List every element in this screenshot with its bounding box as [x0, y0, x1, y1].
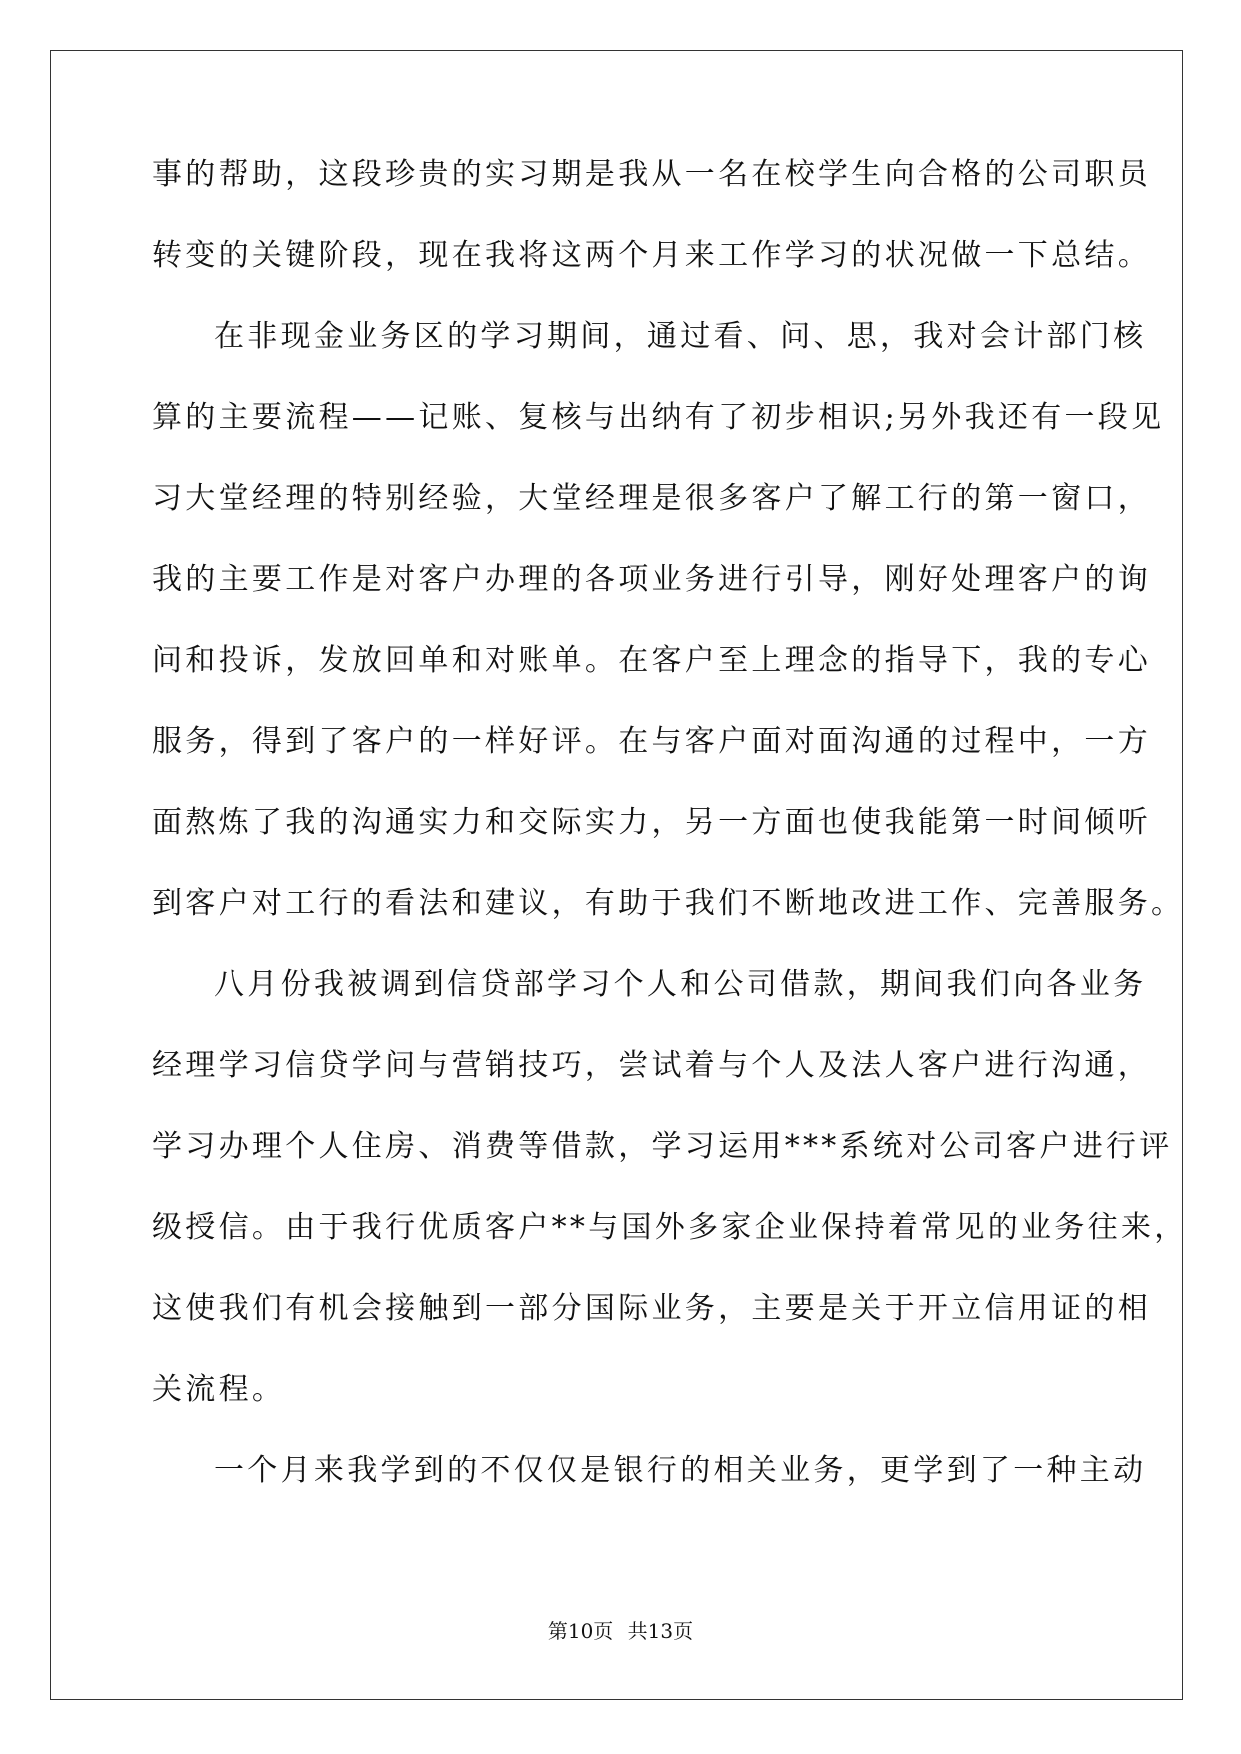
- text-line-16: 关流程。: [152, 1372, 286, 1407]
- document-body: [152, 157, 1188, 1537]
- text-line-9: 面熬炼了我的沟通实力和交际实力，另一方面也使我能第一时间倾听: [152, 805, 1151, 840]
- text-line-11: 八月份我被调到信贷部学习个人和公司借款，期间我们向各业务: [214, 967, 1147, 1002]
- page-total: 共13页: [627, 1619, 694, 1643]
- page-number: 第10页: [547, 1619, 614, 1643]
- text-line-7: 问和投诉，发放回单和对账单。在客户至上理念的指导下，我的专心: [152, 643, 1151, 678]
- text-line-15: 这使我们有机会接触到一部分国际业务，主要是关于开立信用证的相: [152, 1291, 1151, 1326]
- text-line-17: 一个月来我学到的不仅仅是银行的相关业务，更学到了一种主动: [214, 1453, 1147, 1488]
- text-line-13: 学习办理个人住房、消费等借款，学习运用***系统对公司客户进行评: [152, 1129, 1173, 1164]
- text-line-4: 算的主要流程——记账、复核与出纳有了初步相识;另外我还有一段见: [152, 400, 1165, 435]
- text-line-3: 在非现金业务区的学习期间，通过看、问、思，我对会计部门核: [214, 319, 1147, 354]
- text-line-8: 服务，得到了客户的一样好评。在与客户面对面沟通的过程中，一方: [152, 724, 1151, 759]
- text-line-12: 经理学习信贷学问与营销技巧，尝试着与个人及法人客户进行沟通，: [152, 1048, 1151, 1083]
- text-line-5: 习大堂经理的特别经验，大堂经理是很多客户了解工行的第一窗口，: [152, 481, 1151, 516]
- text-line-2: 转变的关键阶段，现在我将这两个月来工作学习的状况做一下总结。: [152, 238, 1151, 273]
- text-line-14: 级授信。由于我行优质客户**与国外多家企业保持着常见的业务往来，: [152, 1210, 1188, 1245]
- text-line-1: 事的帮助，这段珍贵的实习期是我从一名在校学生向合格的公司职员: [152, 157, 1151, 192]
- page-footer: [0, 1620, 1241, 1642]
- text-line-6: 我的主要工作是对客户办理的各项业务进行引导，刚好处理客户的询: [152, 562, 1151, 597]
- text-line-10: 到客户对工行的看法和建议，有助于我们不断地改进工作、完善服务。: [152, 886, 1185, 921]
